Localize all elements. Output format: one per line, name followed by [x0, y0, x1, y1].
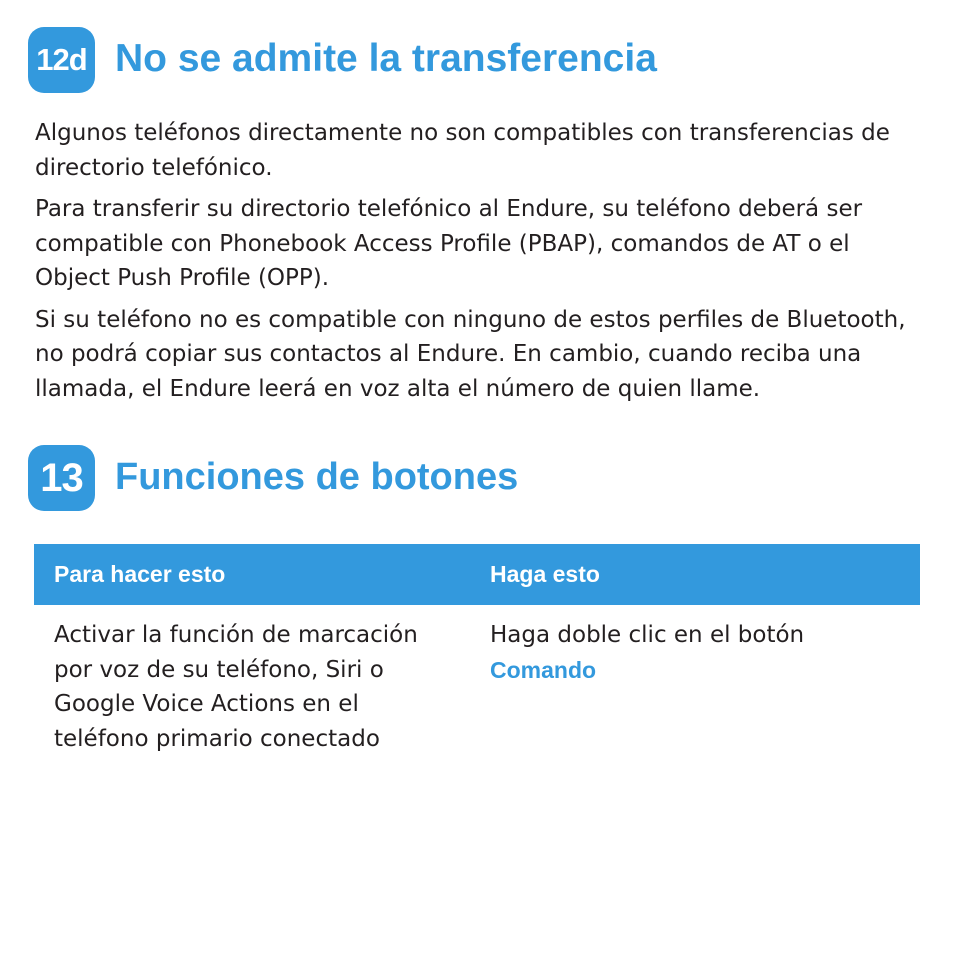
section-body [35, 116, 925, 413]
table-row [34, 605, 920, 756]
section-title: Funciones de botones [115, 456, 519, 498]
instruction-text: Haga doble clic en el botón [490, 622, 805, 648]
paragraph: Algunos teléfonos directamente no son compatibles con transferencias de directorio telefónico. [35, 120, 890, 181]
table-header-cell: Haga esto [490, 561, 600, 587]
table-header [34, 544, 920, 605]
table-header-cell: Para hacer esto [54, 561, 226, 587]
button-functions-table [34, 544, 920, 756]
section-number-badge: 12d [28, 27, 95, 93]
table-cell-instruction [470, 618, 920, 756]
paragraph: Para transferir su directorio telefónico al Endure, su teléfono deberá ser compatible con Phonebook Access Profile (PBAP), comandos de AT o el Object Push Profile (OPP). [35, 196, 863, 291]
section-number-badge: 13 [28, 445, 95, 511]
paragraph: Si su teléfono no es compatible con ninguno de estos perfiles de Bluetooth, no podrá copiar sus contactos al Endure. En cambio, cuando reciba una llamada, el Endure leerá en voz alta el número de quien llame. [35, 306, 906, 402]
button-name-keyword: Comando [490, 656, 597, 683]
section-title: No se admite la transferencia [115, 37, 657, 80]
table-cell-action: Activar la función de marcación por voz de su teléfono, Siri o Google Voice Actions en el teléfono primario conectado [54, 622, 418, 752]
